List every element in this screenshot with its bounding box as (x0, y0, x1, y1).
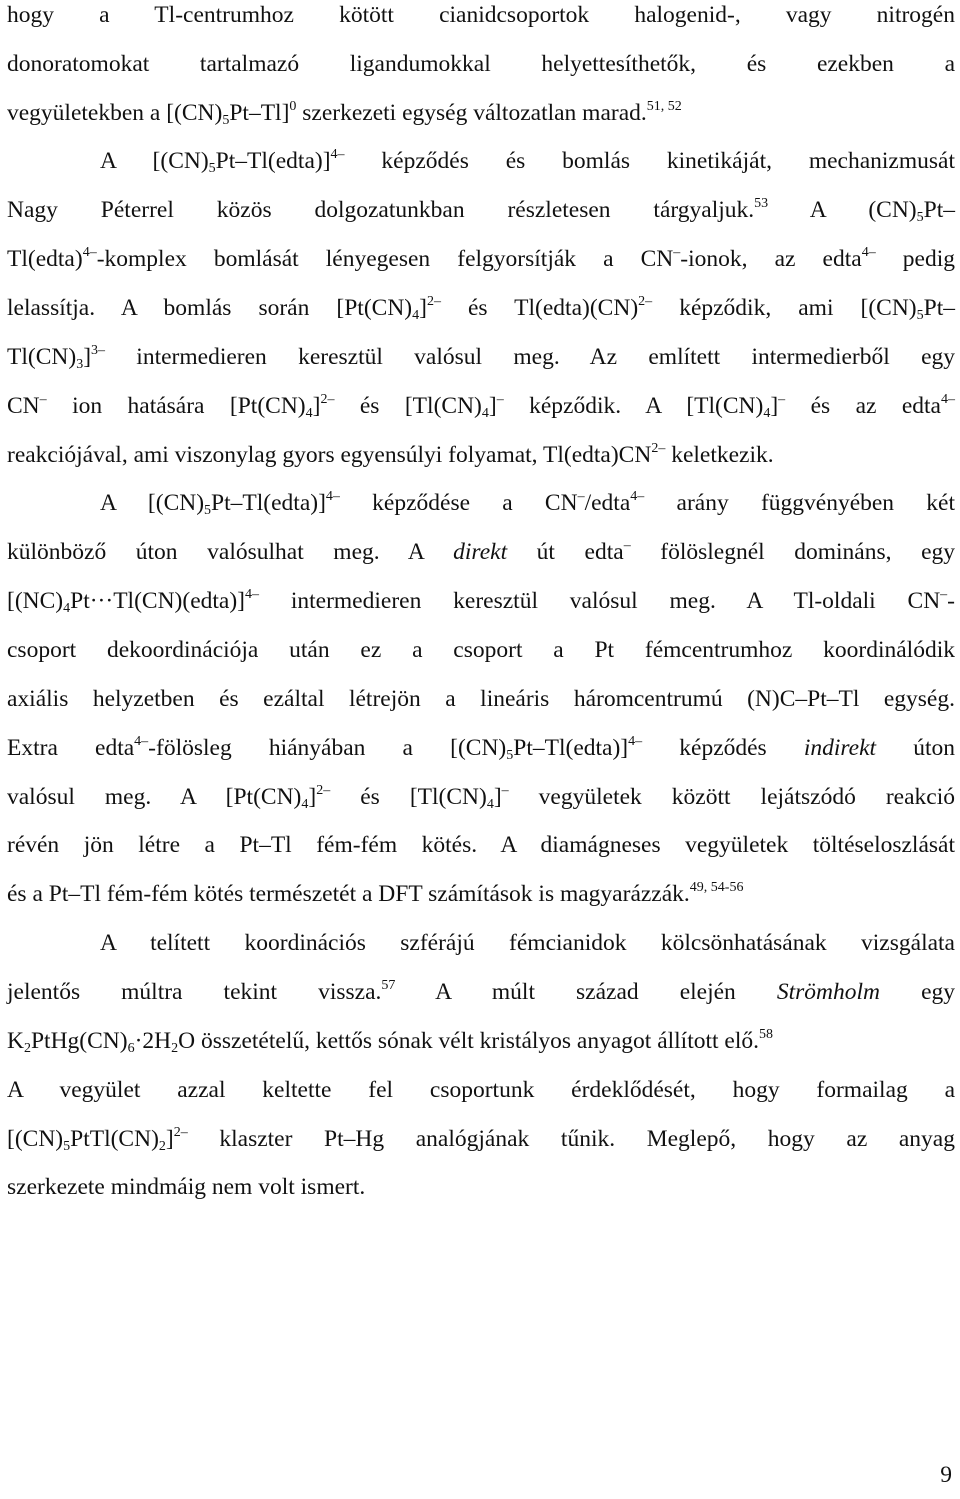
text-run: ] (419, 295, 427, 321)
subscript: 4 (486, 797, 494, 812)
text-line (100, 146, 955, 186)
text-line (7, 586, 955, 626)
text-run: K (7, 1028, 24, 1054)
text-run: arány függvényében két (644, 490, 956, 516)
italic-text: Strömholm (776, 979, 881, 1005)
text-run: A [(CN) (100, 148, 209, 174)
subscript: 4 (63, 601, 71, 616)
text-run: Pt···Tl(CN)(edta)] (70, 588, 245, 614)
text-run: Extra edta (7, 735, 135, 761)
text-run: és a Pt–Tl fém-fém kötés természetét a DFT számítások is magyarázzák. (7, 881, 690, 907)
text-run: vegyületekben a [(CN) (7, 100, 223, 126)
subscript: 4 (763, 406, 771, 421)
italic-text: indirekt (803, 735, 877, 761)
text-line (7, 1172, 955, 1212)
text-run: ] (165, 1126, 174, 1152)
text-line (7, 1026, 955, 1066)
text-run: - (947, 588, 955, 614)
superscript: 49, 54-56 (689, 880, 744, 895)
text-run: különböző úton valósulhat meg. A (7, 539, 454, 565)
text-line (7, 293, 955, 333)
superscript: 4– (245, 587, 259, 602)
text-run: Pt–Tl(edta)] (513, 735, 629, 761)
superscript: 57 (381, 978, 396, 993)
text-run: és [Tl(CN) (334, 393, 482, 419)
italic-text: direkt (453, 539, 508, 565)
text-run: fölöslegnél domináns, egy (630, 539, 956, 565)
text-line (7, 977, 955, 1017)
text-run: donoratomokat tartalmazó ligandumokkal helyettesíthetők, és ezekben a (7, 51, 955, 77)
text-run: ] (312, 393, 321, 419)
text-line (7, 244, 955, 284)
text-run: A telített koordinációs szférájú fémcianidok kölcsönhatásának vizsgálata (100, 930, 955, 956)
text-run: klaszter Pt–Hg analógjának tűnik. Meglepő, hogy az anyag (187, 1126, 955, 1152)
text-run: Tl(edta) (7, 246, 83, 272)
text-run: keletkezik. (665, 442, 774, 468)
subscript: 5 (204, 503, 212, 518)
text-line (7, 635, 955, 675)
text-line (7, 1124, 955, 1164)
text-run: Pt– (923, 295, 955, 321)
subscript: 6 (127, 1041, 135, 1056)
text-line (7, 879, 955, 919)
text-run: út edta (507, 539, 624, 565)
text-run: Tl(CN) (7, 344, 77, 370)
text-run: egy (880, 979, 955, 1005)
superscript: – (39, 392, 47, 407)
subscript: 5 (222, 113, 230, 128)
superscript: 4– (628, 734, 643, 749)
page-number: 9 (940, 1462, 952, 1488)
superscript: – (778, 392, 786, 407)
text-run: Nagy Péterrel közös dolgozatunkban részletesen tárgyaljuk. (7, 197, 755, 223)
text-run: intermedieren keresztül valósul meg. Az említett intermedierből egy (105, 344, 955, 370)
text-run: -ionok, az edta (680, 246, 862, 272)
superscript: 53 (754, 196, 769, 211)
text-run: [(CN) (7, 1126, 64, 1152)
text-line (7, 440, 955, 480)
text-run: Pt– (923, 197, 955, 223)
text-run: csoport dekoordinációja után ez a csoport a Pt fémcentrumhoz koordinálódik (7, 637, 955, 663)
superscript: 58 (759, 1027, 774, 1042)
subscript: 5 (916, 210, 924, 225)
text-run: intermedieren keresztül valósul meg. A Tl-oldali CN (259, 588, 941, 614)
text-run: hogy a Tl-centrumhoz kötött cianidcsoportok halogenid-, vagy nitrogén (7, 2, 955, 28)
text-run: A [(CN) (100, 490, 205, 516)
text-line (7, 391, 955, 431)
text-run: Pt–Tl(edta)] (215, 148, 331, 174)
text-run: valósul meg. A [Pt(CN) (7, 784, 302, 810)
text-run: szerkezeti egység változatlan marad. (296, 100, 647, 126)
text-run: -fölösleg hiányában a [(CN) (148, 735, 507, 761)
text-run: ] (770, 393, 779, 419)
subscript: 3 (76, 357, 84, 372)
text-run: CN (7, 393, 40, 419)
text-run: O összetételű, kettős sónak vélt kristályos anyagot állított elő. (178, 1028, 760, 1054)
text-run: axiális helyzetben és ezáltal létrejön a lineáris háromcentrumú (N)C–Pt–Tl egység. (7, 686, 955, 712)
text-run: lelassítja. A bomlás során [Pt(CN) (7, 295, 413, 321)
text-run: képződése a CN (339, 490, 578, 516)
superscript: 4– (941, 392, 955, 407)
text-run: PtTl(CN) (70, 1126, 159, 1152)
text-run: révén jön létre a Pt–Tl fém-fém kötés. A diamágneses vegyületek töltéseloszlását (7, 832, 955, 858)
text-run: jelentős múltra tekint vissza. (7, 979, 382, 1005)
text-run: képződés (642, 735, 804, 761)
superscript: 2– (651, 441, 666, 456)
text-run: és az edta (785, 393, 941, 419)
superscript: 2– (316, 783, 331, 798)
superscript: – (496, 392, 504, 407)
text-line (7, 684, 955, 724)
text-run: PtHg(CN) (30, 1028, 128, 1054)
subscript: 4 (301, 797, 309, 812)
text-line (7, 733, 955, 773)
superscript: 4– (330, 147, 345, 162)
subscript: 5 (63, 1139, 71, 1154)
text-line (7, 537, 955, 577)
text-run: Pt–Tl] (229, 100, 290, 126)
text-line (7, 342, 955, 382)
superscript: 4– (630, 489, 645, 504)
text-run: ion hatására [Pt(CN) (46, 393, 306, 419)
text-line (7, 1075, 955, 1115)
text-run: vegyületek között lejátszódó reakció (508, 784, 955, 810)
text-run: A vegyület azzal keltette fel csoportunk érdeklődését, hogy formailag a (7, 1077, 955, 1103)
superscript: – (577, 489, 585, 504)
text-run: A múlt század elején (395, 979, 777, 1005)
superscript: 4– (861, 245, 876, 260)
text-run: ] (493, 784, 502, 810)
text-run: reakciójával, ami viszonylag gyors egyensúlyi folyamat, Tl(edta)CN (7, 442, 652, 468)
subscript: 4 (305, 406, 313, 421)
superscript: – (940, 587, 948, 602)
text-line (7, 98, 955, 138)
subscript: 2 (171, 1041, 179, 1056)
superscript: 51, 52 (646, 99, 682, 114)
text-run: úton (876, 735, 955, 761)
text-run: ] (488, 393, 497, 419)
text-run: képződik, ami [(CN) (652, 295, 917, 321)
text-run: Pt–Tl(edta)] (211, 490, 326, 516)
superscript: 2– (173, 1125, 188, 1140)
subscript: 2 (23, 1041, 31, 1056)
text-line (7, 49, 955, 89)
text-run: /edta (584, 490, 631, 516)
text-run: és Tl(edta)(CN) (440, 295, 639, 321)
text-run: [(NC) (7, 588, 64, 614)
superscript: – (673, 245, 681, 260)
subscript: 4 (412, 308, 420, 323)
superscript: 2– (320, 392, 335, 407)
text-line (7, 782, 955, 822)
subscript: 4 (481, 406, 489, 421)
text-line (100, 488, 955, 528)
text-run: pedig (875, 246, 955, 272)
text-line (7, 830, 955, 870)
text-run: szerkezete mindmáig nem volt ismert. (7, 1174, 366, 1200)
subscript: 5 (208, 161, 216, 176)
superscript: 4– (134, 734, 149, 749)
text-run: ·2H (134, 1028, 172, 1054)
text-run: és [Tl(CN) (330, 784, 487, 810)
text-run: képződik. A [Tl(CN) (503, 393, 764, 419)
superscript: – (501, 783, 509, 798)
superscript: 3– (91, 343, 106, 358)
subscript: 5 (506, 748, 514, 763)
text-run: A (CN) (768, 197, 917, 223)
superscript: 0 (289, 99, 297, 114)
text-line (7, 0, 955, 40)
text-line (7, 195, 955, 235)
text-run: képződés és bomlás kinetikáját, mechanizmusát (344, 148, 956, 174)
superscript: 4– (325, 489, 340, 504)
text-run: ] (83, 344, 92, 370)
subscript: 2 (158, 1139, 166, 1154)
text-run: ] (308, 784, 317, 810)
superscript: 2– (638, 294, 653, 309)
superscript: – (623, 538, 631, 553)
superscript: 2– (426, 294, 441, 309)
superscript: 4– (82, 245, 97, 260)
subscript: 5 (916, 308, 924, 323)
text-run: -komplex bomlását lényegesen felgyorsítják a CN (96, 246, 674, 272)
text-line (100, 928, 955, 968)
